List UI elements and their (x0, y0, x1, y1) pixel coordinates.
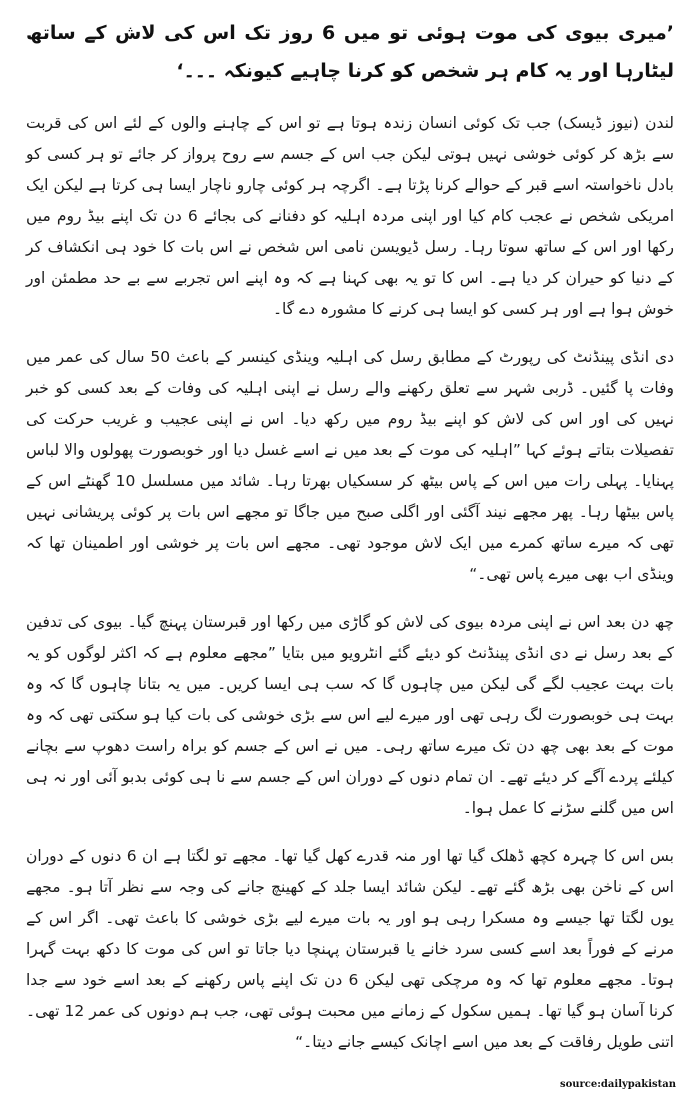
article-paragraph-3: چھ دن بعد اس نے اپنی مردہ بیوی کی لاش کو گاڑی میں رکھا اور قبرستان پہنچ گیا۔ بیوی کی تدفین کے بعد رسل نے دی انڈی پینڈنٹ کو دیئے گئے انٹرویو میں بتایا ”مجھے معلوم ہے کہ اکثر لوگوں کو یہ بات بہت عجیب لگے گی لیکن میں چاہوں گا کہ سب ہی ایسا کریں۔ میں یہ بتانا چاہوں گا کہ وہ بہت ہی خوبصورت لگ رہی تھی اور میرے لیے اس سے بڑی خوشی کی بات کیا ہو سکتی تھی کہ وہ موت کے بعد بھی چھ دن تک میرے ساتھ رہی۔ میں نے اس کے جسم کو براہ راست دھوپ سے بچانے کیلئے پردے آگے کر دیئے تھے۔ ان تمام دنوں کے دوران اس کے جسم سے نا ہی کوئی بدبو آئی اور نہ ہی اس میں گلنے سڑنے کا عمل ہوا۔ (26, 613, 674, 817)
article-headline: ’میری بیوی کی موت ہوئی تو میں 6 روز تک اس کی لاش کے ساتھ لیٹارہا اور یہ کام ہر شخص کو کرنا چاہیے کیونکہ ۔۔۔‘ (26, 22, 674, 82)
article-paragraph-2: دی انڈی پینڈنٹ کی رپورٹ کے مطابق رسل کی اہلیہ وینڈی کینسر کے باعث 50 سال کی عمر میں وفات پا گئیں۔ ڈربی شہر سے تعلق رکھنے والے رسل نے اپنی اہلیہ کی وفات کے بعد کسی کو خبر نہیں کی اور اس کی لاش کو اپنے بیڈ روم میں رکھ دیا۔ اس نے اپنی عجیب و غریب حرکت کی تفصیلات بتاتے ہوئے کہا ”اہلیہ کی موت کے بعد میں نے اسے غسل دیا اور خوبصورت پھولوں والا لباس پہنایا۔ پہلی رات میں اس کے پاس بیٹھ کر سسکیاں بھرتا رہا۔ شائد میں مسلسل 10 گھنٹے اس کے پاس بیٹھا رہا۔ پھر مجھے نیند آگئی اور اگلی صبح میں جاگا تو مجھے اس بات پر کوئی پریشانی نہیں تھی کہ میرے ساتھ کمرے میں ایک لاش موجود تھی۔ مجھے اس بات پر خوشی اور اطمینان تھا کہ وینڈی اب بھی میرے پاس تھی۔“ (26, 348, 674, 583)
article-paragraph-1: لندن (نیوز ڈیسک) جب تک کوئی انسان زندہ ہوتا ہے تو اس کے چاہنے والوں کے لئے اس کی قربت سے بڑھ کر کوئی خوشی نہیں ہوتی لیکن جب اس کے جسم سے روح پرواز کر جائے تو ہر کسی کو بادل ناخواستہ اسے قبر کے حوالے کرنا پڑتا ہے۔ اگرچہ ہر کوئی چارو ناچار ایسا ہی کرتا ہے لیکن ایک امریکی شخص نے عجب کام کیا اور اپنی مردہ اہلیہ کو دفنانے کی بجائے 6 دن تک اپنے بیڈ روم میں رکھا اور اس کے ساتھ سوتا رہا۔ رسل ڈیویسن نامی اس شخص نے اس بات کا خود ہی انکشاف کر کے دنیا کو حیران کر دیا ہے۔ اس کا تو یہ بھی کہنا ہے کہ وہ اپنے اس تجربے سے بے حد مطمئن اور خوش ہوا ہے اور ہر کسی کو ایسا ہی کرنے کا مشورہ دے گا۔ (26, 114, 674, 318)
source-credit: source:dailypakistan (559, 1079, 676, 1090)
article (26, 14, 674, 1075)
article-paragraph-4: بس اس کا چہرہ کچھ ڈھلک گیا تھا اور منہ قدرے کھل گیا تھا۔ مجھے تو لگتا ہے ان 6 دنوں کے دوران اس کے ناخن بھی بڑھ گئے تھے۔ لیکن شائد ایسا جلد کے کھینچ جانے کی وجہ سے نظر آتا ہو۔ مجھے یوں لگتا تھا جیسے وہ مسکرا رہی ہو اور یہ بات میرے لیے بڑی خوشی کا باعث تھی۔ اگر اس کے مرنے کے فوراً بعد اسے کسی سرد خانے یا قبرستان پہنچا دیا جاتا تو اس کی موت کا دکھ بہت گہرا ہوتا۔ مجھے معلوم تھا کہ وہ مرچکی تھی لیکن 6 دن تک اپنے پاس رکھنے کے بعد اسے خود سے جدا کرنا آسان ہو گیا تھا۔ ہمیں سکول کے زمانے میں محبت ہوئی تھی، جب ہم دونوں کی عمر 12 تھی۔ اتنی طویل رفاقت کے بعد میں اسے اچانک کیسے جانے دیتا۔“ (26, 847, 674, 1051)
